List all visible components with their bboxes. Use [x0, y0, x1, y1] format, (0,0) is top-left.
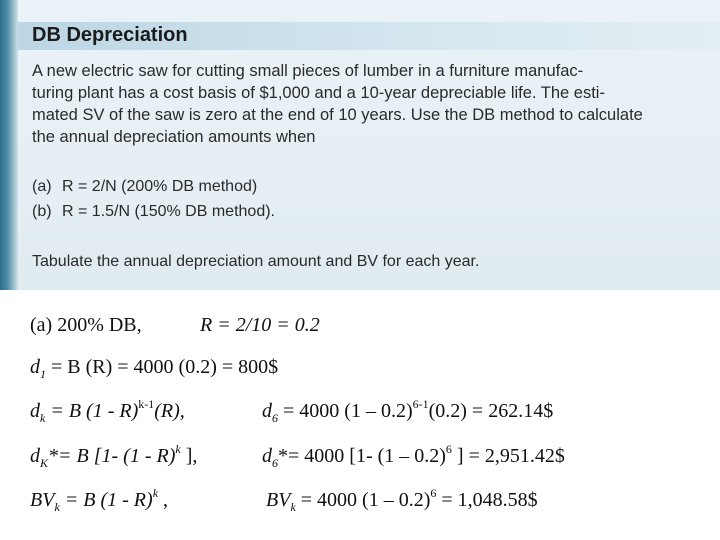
d1-symbol: d — [30, 356, 40, 378]
dk-symbol: d — [30, 400, 40, 422]
bvk-symbol: BV — [30, 489, 55, 511]
dkstar-exponent: k — [175, 442, 181, 456]
d6star-subscript: 6 — [272, 456, 278, 470]
equation-dk-general — [30, 397, 185, 425]
d6-mid: = 4000 (1 – 0.2) — [278, 400, 413, 422]
d6-symbol: d — [262, 400, 272, 422]
bv6-end: = 1,048.58$ — [436, 489, 538, 511]
d6-subscript: 6 — [272, 411, 278, 425]
bv6-symbol: BV — [266, 489, 291, 511]
paragraph-line-2: turing plant has a cost basis of $1,000 and a 10-year depreciable life. The esti- — [32, 84, 605, 102]
bv6-subscript: k — [290, 500, 296, 514]
dk-subscript: k — [40, 411, 46, 425]
dkstar-subscript: K — [40, 456, 49, 470]
bvk-subscript: k — [54, 500, 60, 514]
problem-instruction: Tabulate the annual depreciation amount and BV for each year. — [32, 253, 480, 270]
part-b-label: (b) — [32, 203, 52, 220]
d6star-end: ] = 2,951.42$ — [451, 445, 565, 467]
part-b-text: R = 1.5/N (150% DB method). — [62, 203, 275, 220]
part-a-label: (a) — [32, 178, 52, 195]
d6star-symbol: d — [262, 445, 272, 467]
problem-paragraph — [32, 60, 704, 148]
equation-dk-star-general — [30, 442, 198, 470]
dkstar-symbol: d — [30, 445, 40, 467]
d6star-exponent: 6 — [445, 442, 452, 456]
heading-part: (a) 200% DB, — [30, 314, 142, 336]
part-a — [32, 174, 275, 199]
equation-bv-general — [30, 486, 169, 514]
rate-text: R = 2/10 = 0.2 — [200, 314, 320, 336]
problem-parts — [32, 174, 275, 224]
bv6-exponent: 6 — [430, 486, 437, 500]
solution-rate — [200, 314, 320, 337]
dk-exponent: k-1 — [138, 397, 155, 411]
d1-subscript: 1 — [40, 367, 46, 381]
d6-end: (0.2) = 262.14$ — [428, 400, 554, 422]
d1-rhs: = B (R) = 4000 (0.2) = 800$ — [46, 356, 279, 378]
equation-d1 — [30, 356, 278, 379]
d6-exponent: 6-1 — [412, 397, 429, 411]
dkstar-mid: *= B [1- (1 - R) — [48, 445, 176, 467]
equation-bv6 — [266, 486, 538, 514]
dkstar-end: ], — [180, 445, 198, 467]
solution-heading — [30, 314, 142, 337]
d6star-mid: *= 4000 [1- (1 – 0.2) — [278, 445, 446, 467]
bvk-end: , — [158, 489, 169, 511]
dk-end: (R), — [154, 400, 185, 422]
bv6-mid: = 4000 (1 – 0.2) — [295, 489, 431, 511]
part-a-text: R = 2/N (200% DB method) — [62, 178, 258, 195]
dk-mid: = B (1 - R) — [45, 400, 139, 422]
paragraph-line-1: A new electric saw for cutting small pieces of lumber in a furniture manufac- — [32, 62, 584, 80]
problem-title: DB Depreciation — [32, 24, 188, 46]
bvk-mid: = B (1 - R) — [59, 489, 153, 511]
part-b — [32, 199, 275, 224]
page-edge-shadow — [0, 0, 18, 290]
equation-d6 — [262, 397, 554, 425]
equation-d6-star — [262, 442, 565, 470]
solution-section — [0, 290, 720, 540]
paragraph-line-4: the annual depreciation amounts when — [32, 128, 316, 146]
paragraph-line-3: mated SV of the saw is zero at the end of 10 years. Use the DB method to calculate — [32, 106, 643, 124]
bvk-exponent: k — [152, 486, 159, 500]
